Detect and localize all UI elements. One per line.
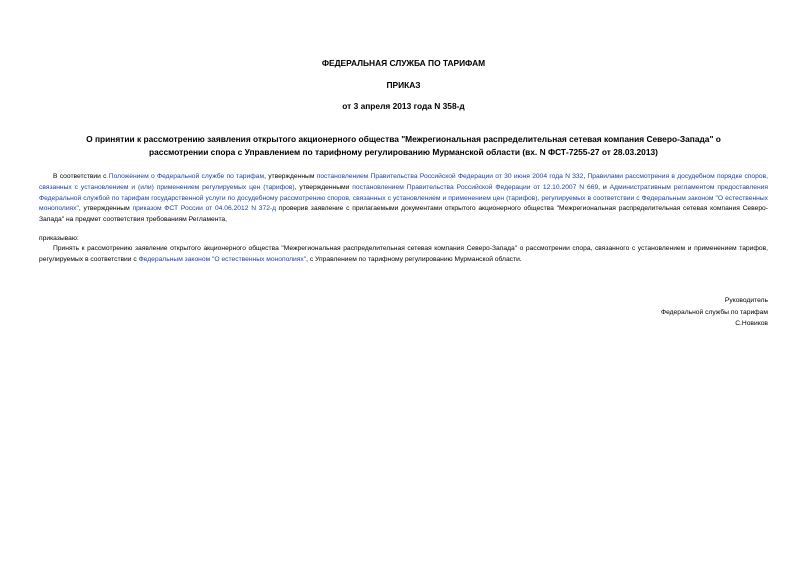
paragraph-order-word: приказываю:: [39, 235, 79, 242]
signature-block: [568, 295, 768, 330]
text-segment: проверив заявление с прилагаемыми документами открытого акционерного общества "Межрегиональная распределительная сетевая компания Северо-Запада" на предмет соответствия требованиям Регламента,: [39, 205, 768, 224]
link-decree-669[interactable]: постановлением Правительства Российской Федерации от 12.10.2007 N 669: [352, 183, 599, 191]
text-segment: , утвержденным: [78, 205, 133, 213]
text-segment: ,: [583, 173, 588, 180]
text-segment: , утвержденными: [294, 183, 353, 191]
paragraph-basis: [39, 172, 768, 226]
link-dispute-rules[interactable]: Правилами рассмотрения в досудебном порядке споров, связанных с установлением и (или) применением регулируемых цен (тарифов): [39, 173, 768, 191]
signature-name: С.Новиков: [735, 320, 768, 327]
link-order-372[interactable]: приказом ФСТ России от 04.06.2012 N 372-д: [132, 205, 277, 213]
text-segment: Принять к рассмотрению заявление открытого акционерного общества "Межрегиональная распределительная сетевая компания Северо-Запада" о рассмотрении спора, связанного с установлением и применением тарифов, регулируемых в соответствии с: [39, 245, 768, 263]
doc-date-number: от 3 апреля 2013 года N 358-д: [342, 101, 465, 111]
agency-title: ФЕДЕРАЛЬНАЯ СЛУЖБА ПО ТАРИФАМ: [321, 58, 486, 68]
link-fst-regulation[interactable]: Положением о Федеральной службе по тарифам: [108, 173, 265, 180]
text-segment: , и: [598, 183, 610, 191]
link-admin-regulation[interactable]: Административным регламентом предоставления Федеральной службой по тарифам государственной услуги по досудебному рассмотрению споров, связанных с установлением и применением цен (тарифов), регулируемых в соответствии с Федеральным законом "О естественных монополиях": [39, 183, 769, 213]
link-monopoly-law[interactable]: Федеральным законом "О естественных монополиях": [138, 255, 307, 263]
link-decree-332[interactable]: постановлением Правительства Российской Федерации от 30 июня 2004 года N 332: [316, 173, 584, 180]
text-segment: В соответствии с: [53, 173, 109, 180]
doc-subject: О принятии к рассмотрению заявления открытого акционерного общества "Межрегиональная распределительная сетевая компания Северо-Запада" о рассмотрении спора с Управлением по тарифному регулированию Мурманской области (вх. N ФСТ-7255-27 от 28.03.2013): [86, 134, 721, 157]
text-segment: , утвержденным: [264, 173, 317, 180]
text-segment: , с Управлением по тарифному регулированию Мурманской области.: [306, 255, 522, 263]
signature-organization: Федеральной службы по тарифам: [661, 308, 768, 316]
doc-type: ПРИКАЗ: [386, 80, 421, 90]
signature-position: Руководитель: [724, 297, 768, 304]
paragraph-decision: [39, 244, 768, 266]
